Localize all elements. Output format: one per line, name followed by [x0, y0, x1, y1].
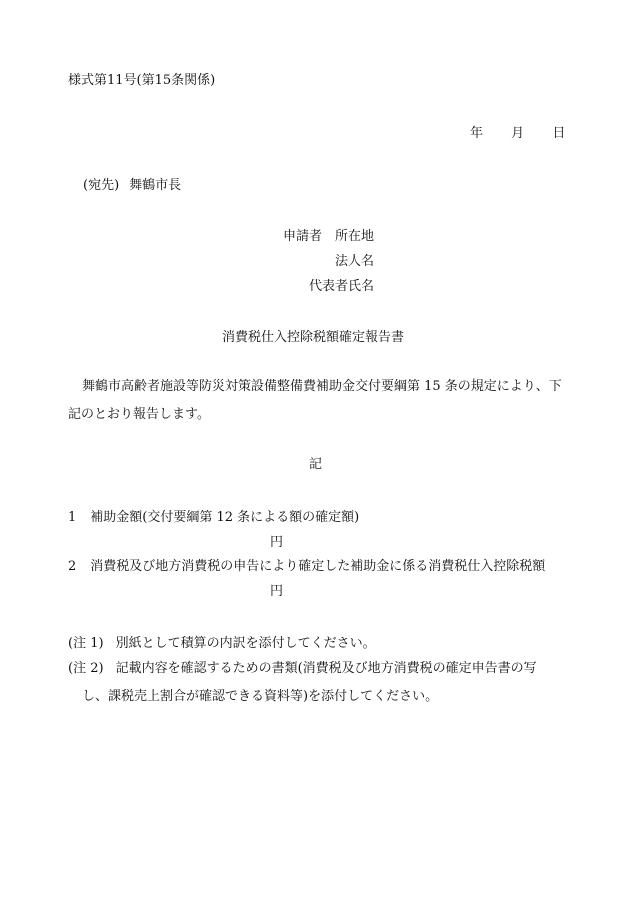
body-paragraph	[68, 373, 568, 429]
date-month-label: 月	[511, 126, 525, 141]
item-2	[68, 559, 545, 575]
item-2-number: 2	[68, 559, 77, 574]
note-2-line-1	[68, 655, 578, 683]
note-1-text: 別紙として積算の内訳を添付してください。	[115, 636, 376, 651]
applicant-representative-label: 代表者氏名	[309, 279, 375, 294]
addressee	[83, 178, 181, 194]
applicant-address-label: 所在地	[335, 229, 375, 244]
applicant-corporation-label: 法人名	[335, 254, 375, 269]
form-number: 様式第11号(第15条関係)	[68, 73, 216, 88]
ki-heading: 記	[309, 457, 323, 472]
document-title: 消費税仕入控除税額確定報告書	[222, 330, 405, 345]
note-2-text-line-2: し、課税売上割合が確認できる資料等)を添付してください。	[82, 689, 439, 704]
item-2-text: 消費税及び地方消費税の申告により確定した補助金に係る消費税仕入控除税額	[90, 559, 546, 574]
date-year-label: 年	[470, 126, 484, 141]
addressee-name: 舞鶴市長	[129, 178, 182, 193]
note-2-label: (注 2)	[68, 661, 104, 676]
applicant-label: 申請者	[283, 229, 323, 244]
addressee-prefix: (宛先)	[83, 178, 120, 193]
body-line-1: 舞鶴市高齢者施設等防災対策設備整備費補助金交付要綱第 15 条の規定により、下	[82, 379, 562, 394]
item-1	[68, 510, 359, 526]
body-line-2: 記のとおり報告します。	[68, 407, 210, 422]
note-2	[68, 655, 578, 711]
date-line	[470, 126, 565, 142]
note-1-label: (注 1)	[68, 636, 104, 651]
item-1-amount-unit: 円	[270, 535, 284, 550]
item-2-amount-unit: 円	[270, 584, 284, 599]
item-1-number: 1	[68, 510, 77, 525]
item-1-text: 補助金額(交付要綱第 12 条による額の確定額)	[90, 510, 360, 525]
note-2-text-line-1: 記載内容を確認するための書類(消費税及び地方消費税の確定申告書の写	[115, 661, 537, 676]
date-day-label: 日	[552, 126, 566, 141]
note-1	[68, 636, 376, 652]
